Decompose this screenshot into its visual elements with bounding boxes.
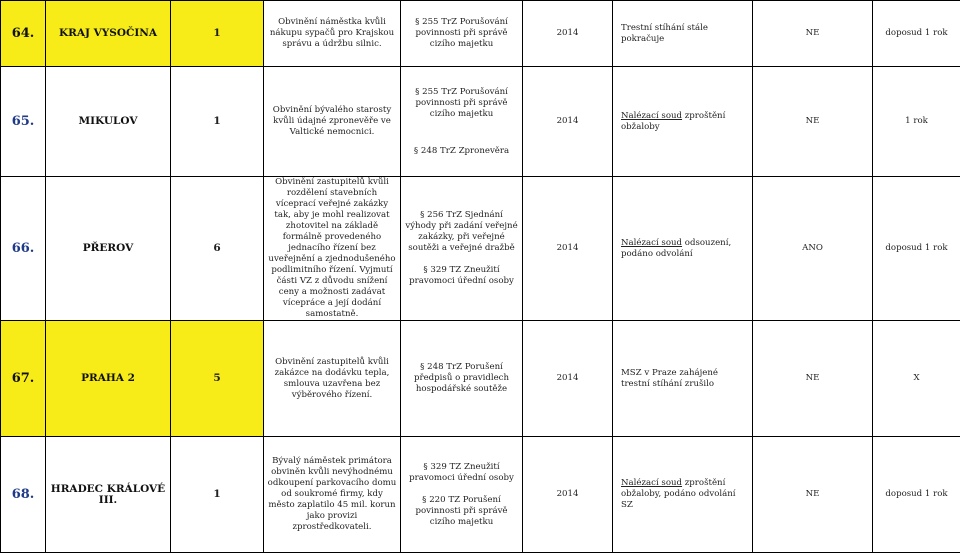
case-duration: doposud 1 rok bbox=[873, 1, 960, 67]
court-label: Nalézací soud bbox=[621, 478, 682, 488]
case-description: Bývalý náměstek primátora obviněn kvůli nevýhodnému odkoupení parkovacího domu od soukromé firmy, kdy město zaplatilo 45 mil. korun jako provizi zprostředkovateli. bbox=[264, 437, 401, 553]
case-year: 2014 bbox=[523, 67, 613, 177]
law-reference: § 329 TZ Zneužití pravomoci úřední osoby bbox=[404, 462, 519, 484]
case-flag: ANO bbox=[753, 177, 873, 321]
case-description: Obvinění zastupitelů kvůli zakázce na dodávku tepla, smlouva uzavřena bez výběrového řízení. bbox=[264, 321, 401, 437]
case-status bbox=[613, 321, 753, 437]
case-region: MIKULOV bbox=[46, 67, 171, 177]
case-year: 2014 bbox=[523, 177, 613, 321]
case-laws bbox=[401, 321, 523, 437]
case-flag: NE bbox=[753, 67, 873, 177]
accused-count: 1 bbox=[171, 67, 264, 177]
case-laws bbox=[401, 177, 523, 321]
court-label: Nalézací soud bbox=[621, 238, 682, 248]
case-year: 2014 bbox=[523, 1, 613, 67]
case-number: 64. bbox=[1, 1, 46, 67]
case-year: 2014 bbox=[523, 437, 613, 553]
accused-count: 6 bbox=[171, 177, 264, 321]
status-text: odsouzení, podáno odvolání bbox=[621, 238, 731, 259]
case-description: Obvinění náměstka kvůli nákupu sypačů pro Krajskou správu a údržbu silnic. bbox=[264, 1, 401, 67]
table-row bbox=[1, 437, 960, 553]
status-text: zproštění obžaloby, podáno odvolání SZ bbox=[621, 478, 736, 510]
case-status bbox=[613, 1, 753, 67]
case-duration: X bbox=[873, 321, 960, 437]
case-description: Obvinění bývalého starosty kvůli údajné zpronevěře ve Valtické nemocnici. bbox=[264, 67, 401, 177]
case-year: 2014 bbox=[523, 321, 613, 437]
law-reference: § 248 TrZ Porušení předpisů o pravidlech hospodářské soutěže bbox=[404, 362, 519, 395]
accused-count: 5 bbox=[171, 321, 264, 437]
case-flag: NE bbox=[753, 437, 873, 553]
case-number: 68. bbox=[1, 437, 46, 553]
case-duration: doposud 1 rok bbox=[873, 437, 960, 553]
case-number: 65. bbox=[1, 67, 46, 177]
case-laws bbox=[401, 437, 523, 553]
status-text: Trestní stíhání stále pokračuje bbox=[621, 23, 708, 44]
case-flag: NE bbox=[753, 321, 873, 437]
case-laws bbox=[401, 1, 523, 67]
table-row bbox=[1, 321, 960, 437]
case-duration: 1 rok bbox=[873, 67, 960, 177]
table-row bbox=[1, 177, 960, 321]
case-region: KRAJ VYSOČINA bbox=[46, 1, 171, 67]
table-row bbox=[1, 67, 960, 177]
case-status bbox=[613, 67, 753, 177]
case-status bbox=[613, 177, 753, 321]
law-reference: § 255 TrZ Porušování povinnosti při správě cizího majetku bbox=[404, 87, 519, 120]
case-status bbox=[613, 437, 753, 553]
status-text: MSZ v Praze zahájené trestní stíhání zrušilo bbox=[621, 368, 718, 389]
case-laws bbox=[401, 67, 523, 177]
case-region: HRADEC KRÁLOVÉ III. bbox=[46, 437, 171, 553]
law-reference: § 255 TrZ Porušování povinnosti při správě cizího majetku bbox=[404, 17, 519, 50]
status-text: zproštění obžaloby bbox=[621, 111, 725, 132]
case-region: PRAHA 2 bbox=[46, 321, 171, 437]
law-reference: § 220 TZ Porušení povinnosti při správě cizího majetku bbox=[404, 495, 519, 528]
law-reference: § 256 TrZ Sjednání výhody při zadání veřejné zakázky, při veřejné soutěži a veřejné dražbě bbox=[404, 210, 519, 254]
table-row bbox=[1, 1, 960, 67]
case-flag: NE bbox=[753, 1, 873, 67]
case-number: 67. bbox=[1, 321, 46, 437]
case-description: Obvinění zastupitelů kvůli rozdělení stavebních víceprací veřejné zakázky tak, aby je mohl realizovat zhotovitel na základě formálně provedeného jednacího řízení bez uveřejnění a zjednodušeného podlimitního řízení. Vyjmutí části VZ z důvodu snížení ceny a možnosti zadávat vícepráce a její dodání samostatně. bbox=[264, 177, 401, 321]
case-number: 66. bbox=[1, 177, 46, 321]
accused-count: 1 bbox=[171, 1, 264, 67]
law-reference: § 329 TZ Zneužití pravomoci úřední osoby bbox=[404, 265, 519, 287]
accused-count: 1 bbox=[171, 437, 264, 553]
case-duration: doposud 1 rok bbox=[873, 177, 960, 321]
case-region: PŘEROV bbox=[46, 177, 171, 321]
court-label: Nalézací soud bbox=[621, 111, 682, 121]
law-reference: § 248 TrZ Zpronevěra bbox=[404, 146, 519, 157]
